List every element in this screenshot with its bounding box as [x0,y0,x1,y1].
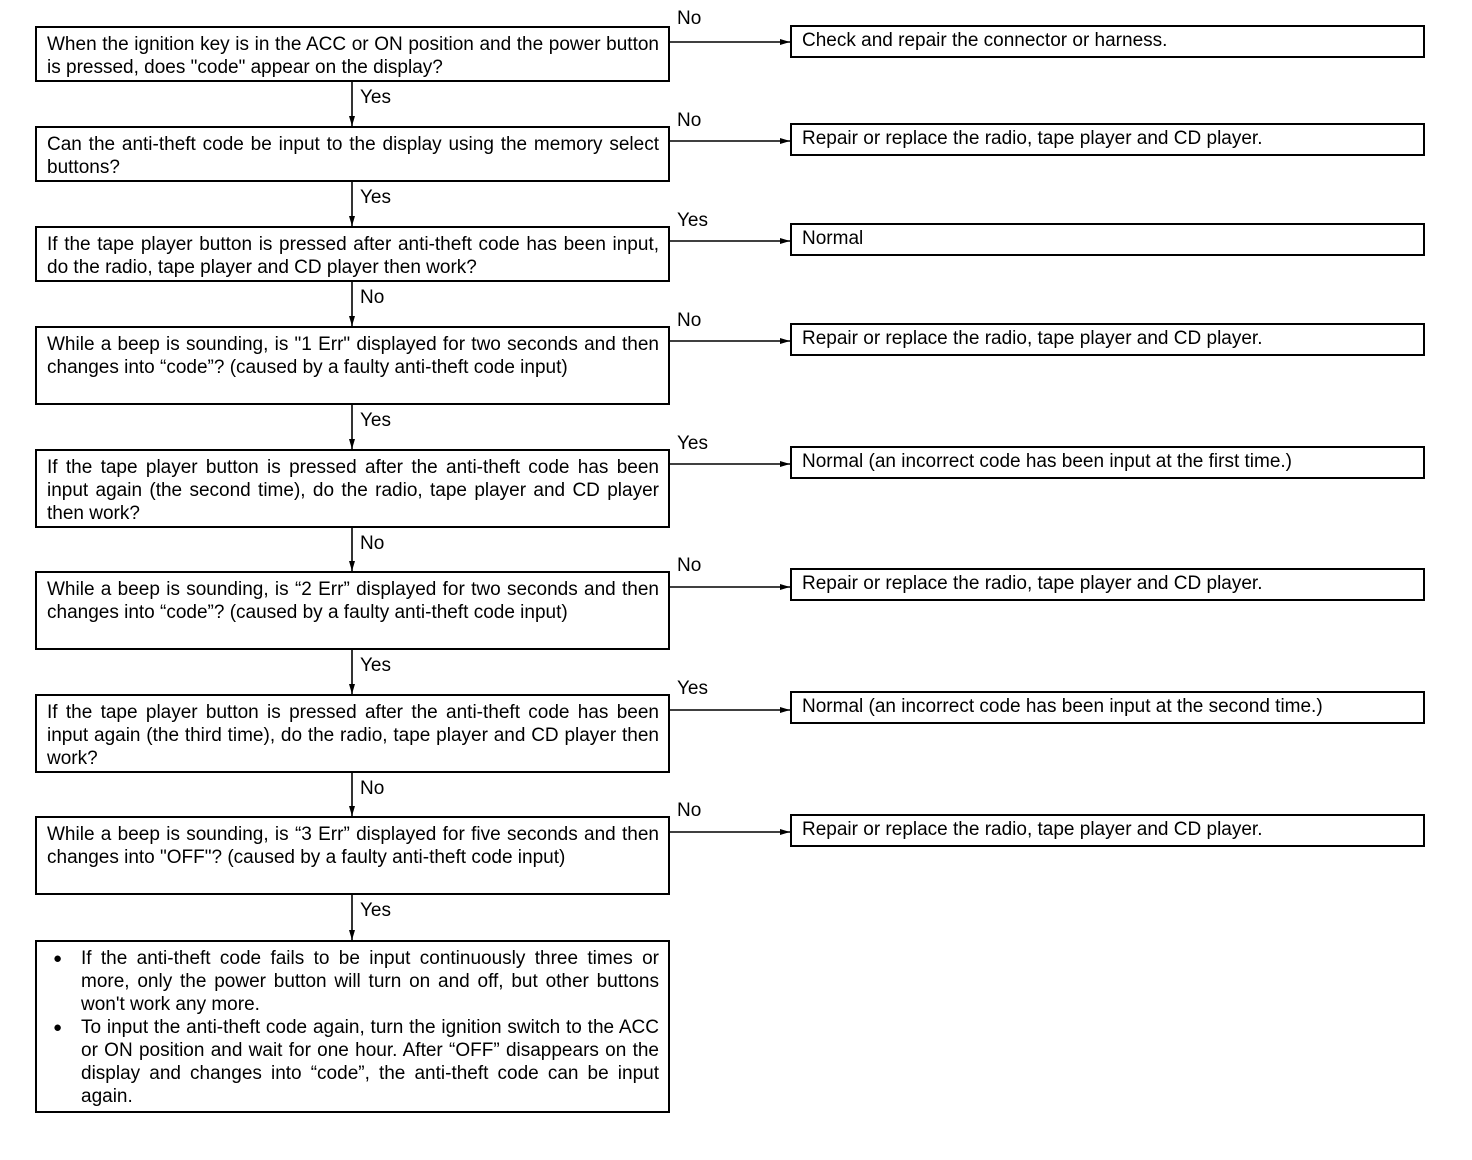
result-box-8 [790,814,1425,847]
question-text: While a beep is sounding, is “3 Err” displayed for five seconds and then changes into "OFF"? (caused by a faulty anti-theft code input) [47,824,659,868]
result-text: Repair or replace the radio, tape player and CD player. [802,573,1263,594]
final-notes-box [35,940,670,1113]
question-text: If the tape player button is pressed after the anti-theft code has been input again (the second time), do the radio, tape player and CD player then work? [47,457,659,524]
result-box-3 [790,223,1425,256]
result-text: Repair or replace the radio, tape player and CD player. [802,128,1263,149]
result-box-4 [790,323,1425,356]
question-box-8 [35,816,670,895]
question-box-3 [35,226,670,282]
question-box-1 [35,26,670,82]
question-text: While a beep is sounding, is "1 Err" displayed for two seconds and then changes into “code”? (caused by a faulty anti-theft code input) [47,334,659,378]
result-box-6 [790,568,1425,601]
question-box-6 [35,571,670,650]
result-text: Normal (an incorrect code has been input at the first time.) [802,451,1293,472]
branch-label-down-2: Yes [360,187,391,208]
result-box-7 [790,691,1425,724]
branch-label-side-3: Yes [677,210,708,231]
branch-label-down-4: Yes [360,410,391,431]
result-text: Repair or replace the radio, tape player and CD player. [802,328,1263,349]
note-item: ● To input the anti-theft code again, turn the ignition switch to the ACC or ON position and wait for one hour. After “OFF” disappears on the display and changes into “code”, the anti-theft code can be input again. [47,1016,659,1108]
result-text: Check and repair the connector or harness. [802,30,1168,51]
question-box-2 [35,126,670,182]
branch-label-side-5: Yes [677,433,708,454]
result-text: Repair or replace the radio, tape player and CD player. [802,819,1263,840]
question-box-5 [35,449,670,528]
branch-label-side-4: No [677,310,702,331]
result-text: Normal [802,228,864,249]
branch-label-down-8: Yes [360,900,391,921]
result-box-1 [790,25,1425,58]
question-text: If the tape player button is pressed after the anti-theft code has been input again (the third time), do the radio, tape player and CD player then work? [47,702,659,769]
branch-label-down-6: Yes [360,655,391,676]
branch-label-down-1: Yes [360,87,391,108]
branch-label-side-6: No [677,555,702,576]
branch-label-down-3: No [360,287,385,308]
question-box-7 [35,694,670,773]
question-box-4 [35,326,670,405]
note-item: ● If the anti-theft code fails to be input continuously three times or more, only the power button will turn on and off, but other buttons won't work any more. [47,947,659,1016]
branch-label-side-7: Yes [677,678,708,699]
branch-label-side-2: No [677,110,702,131]
question-text: While a beep is sounding, is “2 Err” displayed for two seconds and then changes into “code”? (caused by a faulty anti-theft code input) [47,579,659,623]
result-box-5 [790,446,1425,479]
branch-label-down-5: No [360,533,385,554]
result-box-2 [790,123,1425,156]
result-text: Normal (an incorrect code has been input at the second time.) [802,696,1323,717]
question-text: Can the anti-theft code be input to the display using the memory select buttons? [47,134,659,178]
branch-label-side-1: No [677,8,702,29]
question-text: When the ignition key is in the ACC or ON position and the power button is pressed, does "code" appear on the display? [47,34,659,78]
branch-label-side-8: No [677,800,702,821]
branch-label-down-7: No [360,778,385,799]
question-text: If the tape player button is pressed after anti-theft code has been input, do the radio, tape player and CD player then work? [47,234,659,278]
notes-list [47,947,659,1108]
